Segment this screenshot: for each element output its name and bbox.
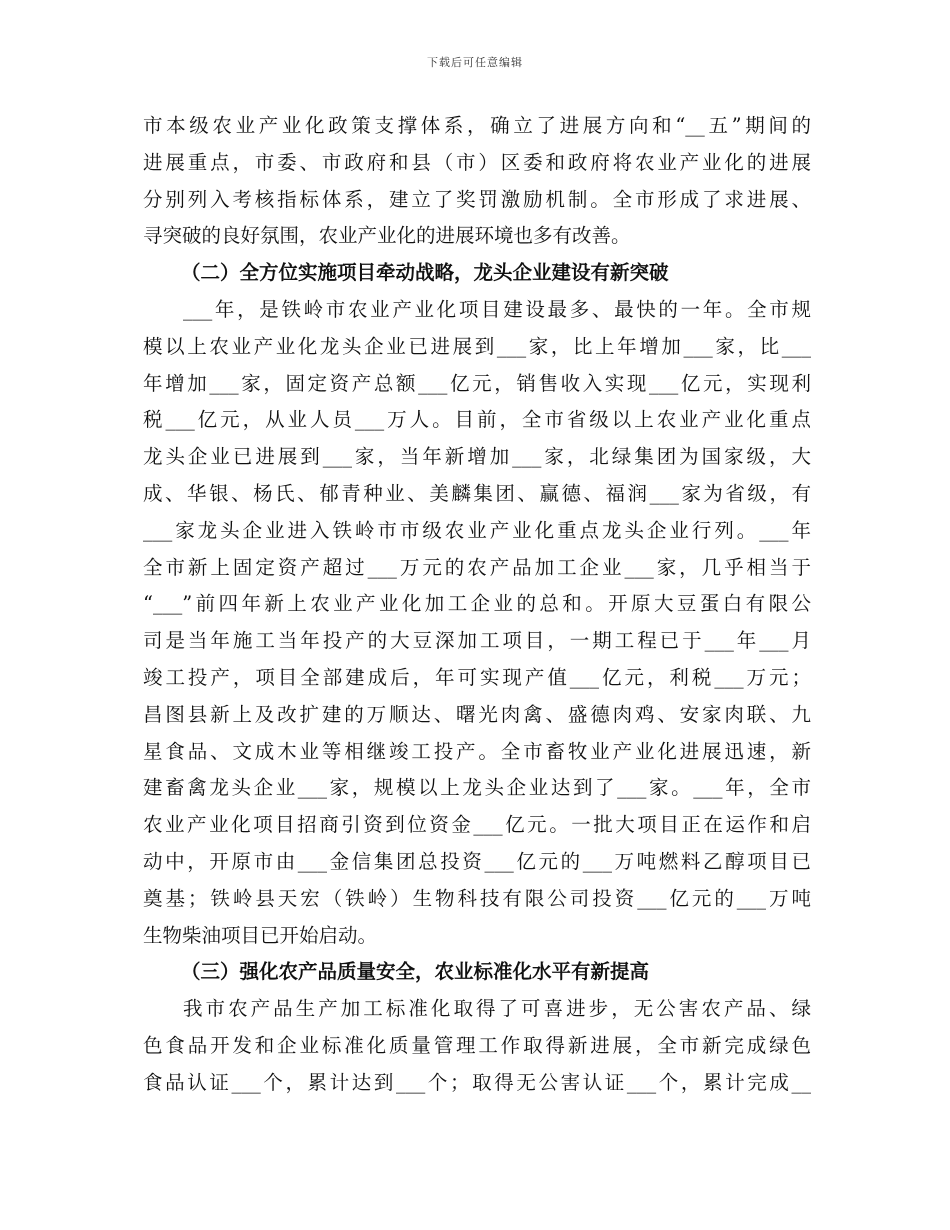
text-line: ___家龙头企业进入铁岭市市级农业产业化重点龙头企业行列。___年 — [143, 518, 811, 542]
text-line: 农业产业化项目招商引资到位资金___亿元。一批大项目正在运作和启 — [143, 813, 811, 837]
text-line: 奠基；铁岭县天宏（铁岭）生物科技有限公司投资___亿元的___万吨 — [143, 886, 811, 910]
text-line: 成、华银、杨氏、郁青种业、美麟集团、赢德、福润___家为省级，有 — [143, 481, 811, 505]
page-header-note: 下载后可任意编辑 — [427, 56, 523, 69]
document-body — [143, 108, 811, 1102]
paragraph-quality-standards — [143, 991, 811, 1101]
text-line: ___年，是铁岭市农业产业化项目建设最多、最快的一年。全市规 — [183, 297, 811, 321]
text-line: 龙头企业已进展到___家，当年新增加___家，北绿集团为国家级，大 — [143, 445, 811, 469]
text-line: 司是当年施工当年投产的大豆深加工项目，一期工程已于___年___月 — [143, 629, 811, 653]
text-line: 年增加___家，固定资产总额___亿元，销售收入实现___亿元，实现利 — [143, 371, 811, 395]
text-line: 市本级农业产业化政策支撑体系，确立了进展方向和“__五”期间的 — [143, 114, 811, 137]
text-line: 税___亿元，从业人员___万人。目前，全市省级以上农业产业化重点 — [143, 408, 811, 432]
text-line: 寻突破的良好氛围，农业产业化的进展环境也多有改善。 — [143, 224, 631, 248]
text-line: 模以上农业产业化龙头企业已进展到___家，比上年增加___家，比___ — [143, 334, 811, 358]
text-line: 星食品、文成木业等相继竣工投产。全市畜牧业产业化进展迅速，新 — [143, 739, 811, 763]
text-line: 建畜禽龙头企业___家，规模以上龙头企业达到了___家。___年，全市 — [143, 776, 811, 800]
text-line: 昌图县新上及改扩建的万顺达、曙光肉禽、盛德肉鸡、安家肉联、九 — [143, 702, 811, 726]
text-line: 进展重点，市委、市政府和县（市）区委和政府将农业产业化的进展 — [143, 150, 811, 174]
section-heading-2: （二）全方位实施项目牵动战略，龙头企业建设有新突破 — [181, 261, 669, 285]
text-line: 食品认证___个，累计达到___个；取得无公害认证___个，累计完成__ — [143, 1070, 811, 1094]
text-line: 我市农产品生产加工标准化取得了可喜进步，无公害农产品、绿 — [183, 997, 811, 1021]
text-line: 色食品开发和企业标准化质量管理工作取得新进展，全市新完成绿色 — [143, 1033, 811, 1057]
text-line: 分别列入考核指标体系，建立了奖罚激励机制。全市形成了求进展、 — [143, 187, 811, 211]
text-line: 动中，开原市由___金信集团总投资___亿元的___万吨燃料乙醇项目已 — [143, 849, 811, 873]
paragraph-policy-support — [143, 108, 811, 255]
text-line: 生物柴油项目已开始启动。 — [143, 923, 378, 947]
paragraph-leading-enterprises — [143, 292, 811, 954]
text-line: “___”前四年新上农业产业化加工企业的总和。开原大豆蛋白有限公 — [143, 592, 811, 616]
text-line: 竣工投产，项目全部建成后，年可实现产值___亿元，利税___万元； — [143, 665, 811, 689]
section-heading-3: （三）强化农产品质量安全，农业标准化水平有新提高 — [181, 960, 650, 984]
text-line: 全市新上固定资产超过___万元的农产品加工企业___家，几乎相当于 — [143, 555, 811, 579]
